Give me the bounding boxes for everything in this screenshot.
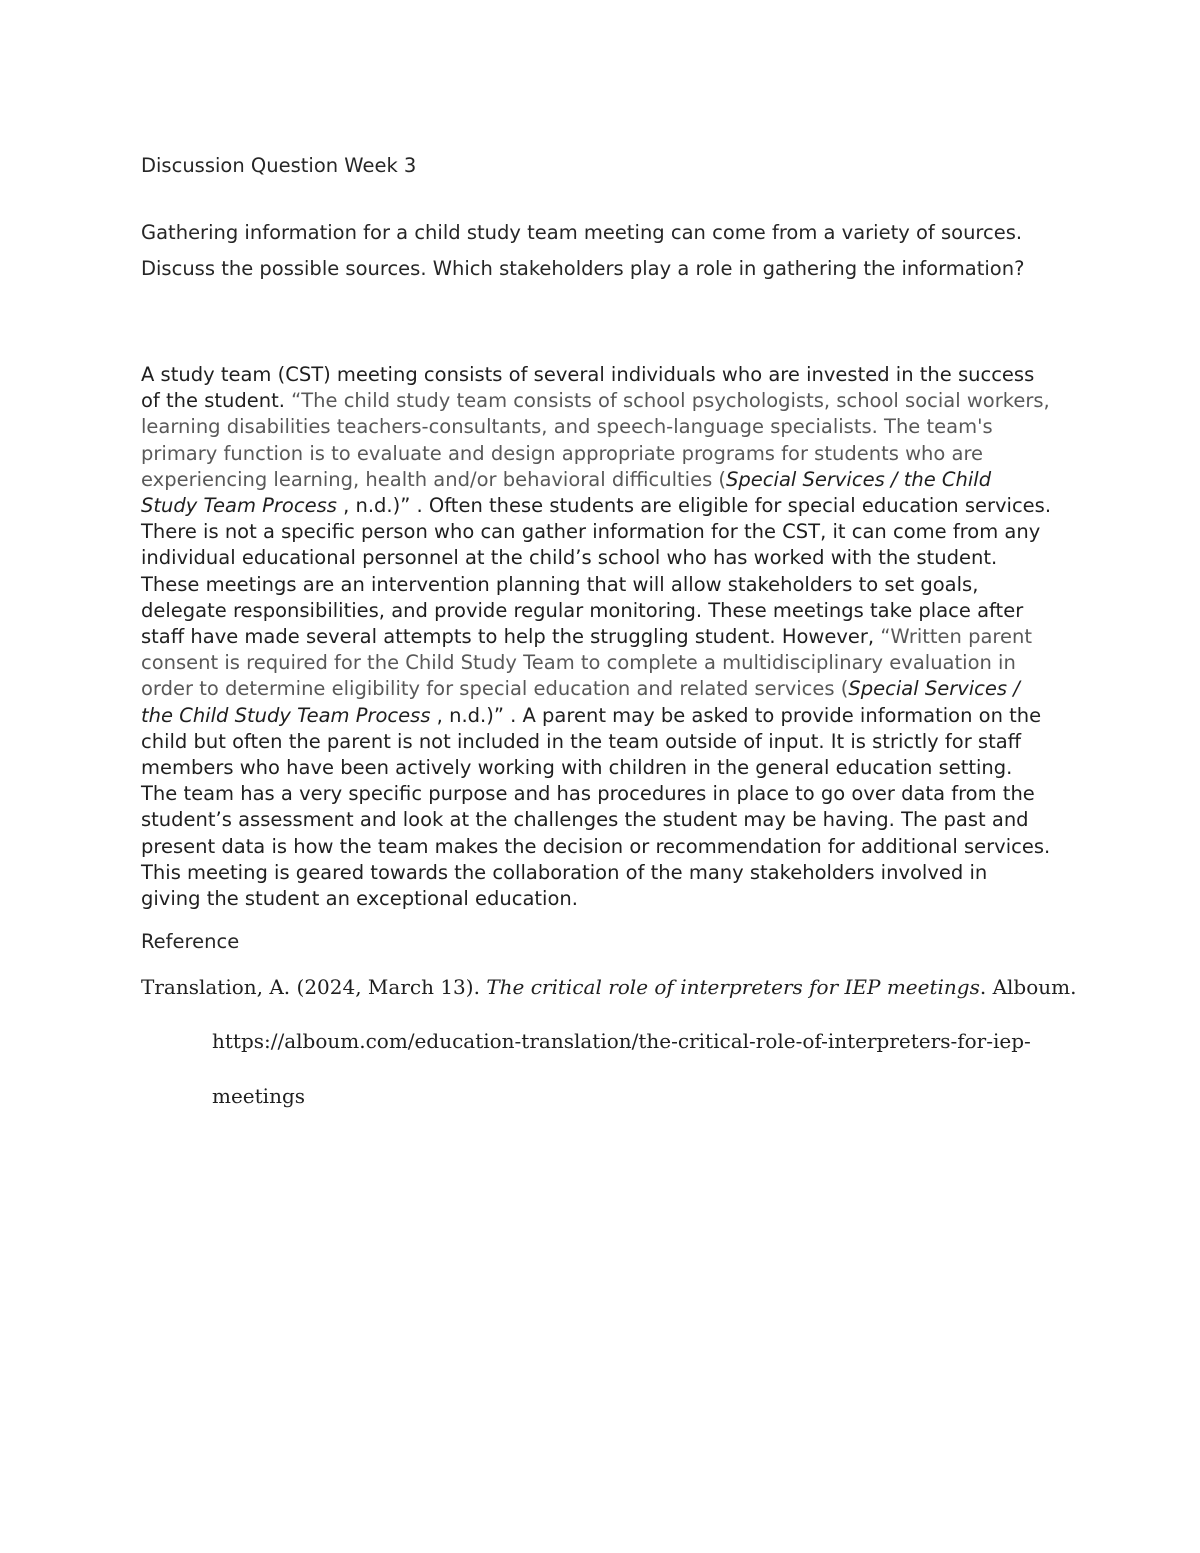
citation-url-continued[interactable]: meetings	[212, 1084, 306, 1108]
paragraph-line	[141, 676, 1101, 702]
paragraph-text: , n.d.)” . A parent may be asked to provide information on the	[430, 703, 1042, 727]
paragraph-text: of the student.	[141, 389, 292, 413]
paragraph-line	[141, 650, 1101, 676]
quoted-text: experiencing learning, health and/or behavioral difficulties (	[141, 467, 727, 491]
paragraph-text: giving the student an exceptional education.	[141, 887, 578, 911]
paragraph-line	[141, 703, 1101, 729]
question-line: Gathering information for a child study team meeting can come from a variety of sources.	[141, 221, 1023, 244]
paragraph-text: The team has a very specific purpose and has procedures in place to go over data from the	[141, 782, 1035, 806]
paragraph-text: A study team (CST) meeting consists of several individuals who are invested in the success	[141, 363, 1035, 386]
citation-url[interactable]: https://alboum.com/education-translation/the-critical-role-of-interpreters-for-iep-	[212, 1029, 1031, 1053]
source-title-text: Study Team Process	[141, 494, 337, 518]
document-title: Discussion Question Week 3	[141, 154, 417, 177]
paragraph-line	[141, 545, 1101, 571]
citation-publisher: . Alboum.	[979, 975, 1077, 999]
quoted-text: “The child study team consists of school psychologists, school social workers,	[291, 389, 1050, 413]
reference-heading: Reference	[141, 930, 240, 953]
source-title-text: Special Services /	[848, 677, 1020, 701]
paragraph-line	[141, 467, 1101, 493]
paragraph-text: There is not a specific person who can gather information for the CST, it can come from any	[141, 520, 1041, 544]
response-paragraph	[141, 362, 1101, 912]
paragraph-line	[141, 886, 1101, 912]
paragraph-text: These meetings are an intervention planning that will allow stakeholders to set goals,	[141, 572, 979, 596]
paragraph-line	[141, 414, 1101, 440]
paragraph-line	[141, 519, 1101, 545]
reference-citation	[141, 973, 1101, 1001]
paragraph-line	[141, 807, 1101, 833]
paragraph-line	[141, 598, 1101, 624]
paragraph-line	[141, 781, 1101, 807]
citation-title: The critical role of interpreters for IEP meetings	[486, 975, 980, 999]
quoted-text: consent is required for the Child Study Team to complete a multidisciplinary evaluation in	[141, 651, 1016, 675]
citation-author-date: Translation, A. (2024, March 13).	[141, 975, 487, 999]
paragraph-text: staff have made several attempts to help the struggling student. However,	[141, 625, 881, 649]
paragraph-line	[141, 624, 1101, 650]
source-title-text: the Child Study Team Process	[141, 703, 431, 727]
paragraph-text: , n.d.)” . Often these students are eligible for special education services.	[336, 494, 1052, 518]
paragraph-text: delegate responsibilities, and provide regular monitoring. These meetings take place after	[141, 598, 1024, 622]
quoted-text: primary function is to evaluate and design appropriate programs for students who are	[141, 441, 984, 465]
paragraph-text: individual educational personnel at the child’s school who has worked with the student.	[141, 546, 998, 570]
paragraph-text: This meeting is geared towards the collaboration of the many stakeholders involved in	[141, 860, 988, 884]
quoted-text: learning disabilities teachers-consultants, and speech-language specialists. The team's	[141, 415, 993, 439]
paragraph-line	[141, 729, 1101, 755]
paragraph-text: present data is how the team makes the decision or recommendation for additional services.	[141, 834, 1051, 858]
paragraph-line	[141, 572, 1101, 598]
source-title-text: Special Services / the Child	[726, 467, 992, 491]
paragraph-line	[141, 755, 1101, 781]
paragraph-text: members who have been actively working with children in the general education setting.	[141, 756, 1013, 780]
paragraph-line	[141, 493, 1101, 519]
paragraph-text: student’s assessment and look at the challenges the student may be having. The past and	[141, 808, 1029, 832]
paragraph-line	[141, 441, 1101, 467]
quoted-text: “Written parent	[880, 625, 1033, 649]
quoted-text: order to determine eligibility for special education and related services (	[141, 677, 849, 701]
discussion-question	[141, 215, 1101, 287]
paragraph-line	[141, 860, 1101, 886]
paragraph-line	[141, 362, 1101, 388]
paragraph-line	[141, 834, 1101, 860]
question-line: Discuss the possible sources. Which stakeholders play a role in gathering the information?	[141, 257, 1025, 280]
paragraph-line	[141, 388, 1101, 414]
paragraph-text: child but often the parent is not included in the team outside of input. It is strictly for staff	[141, 729, 1022, 753]
